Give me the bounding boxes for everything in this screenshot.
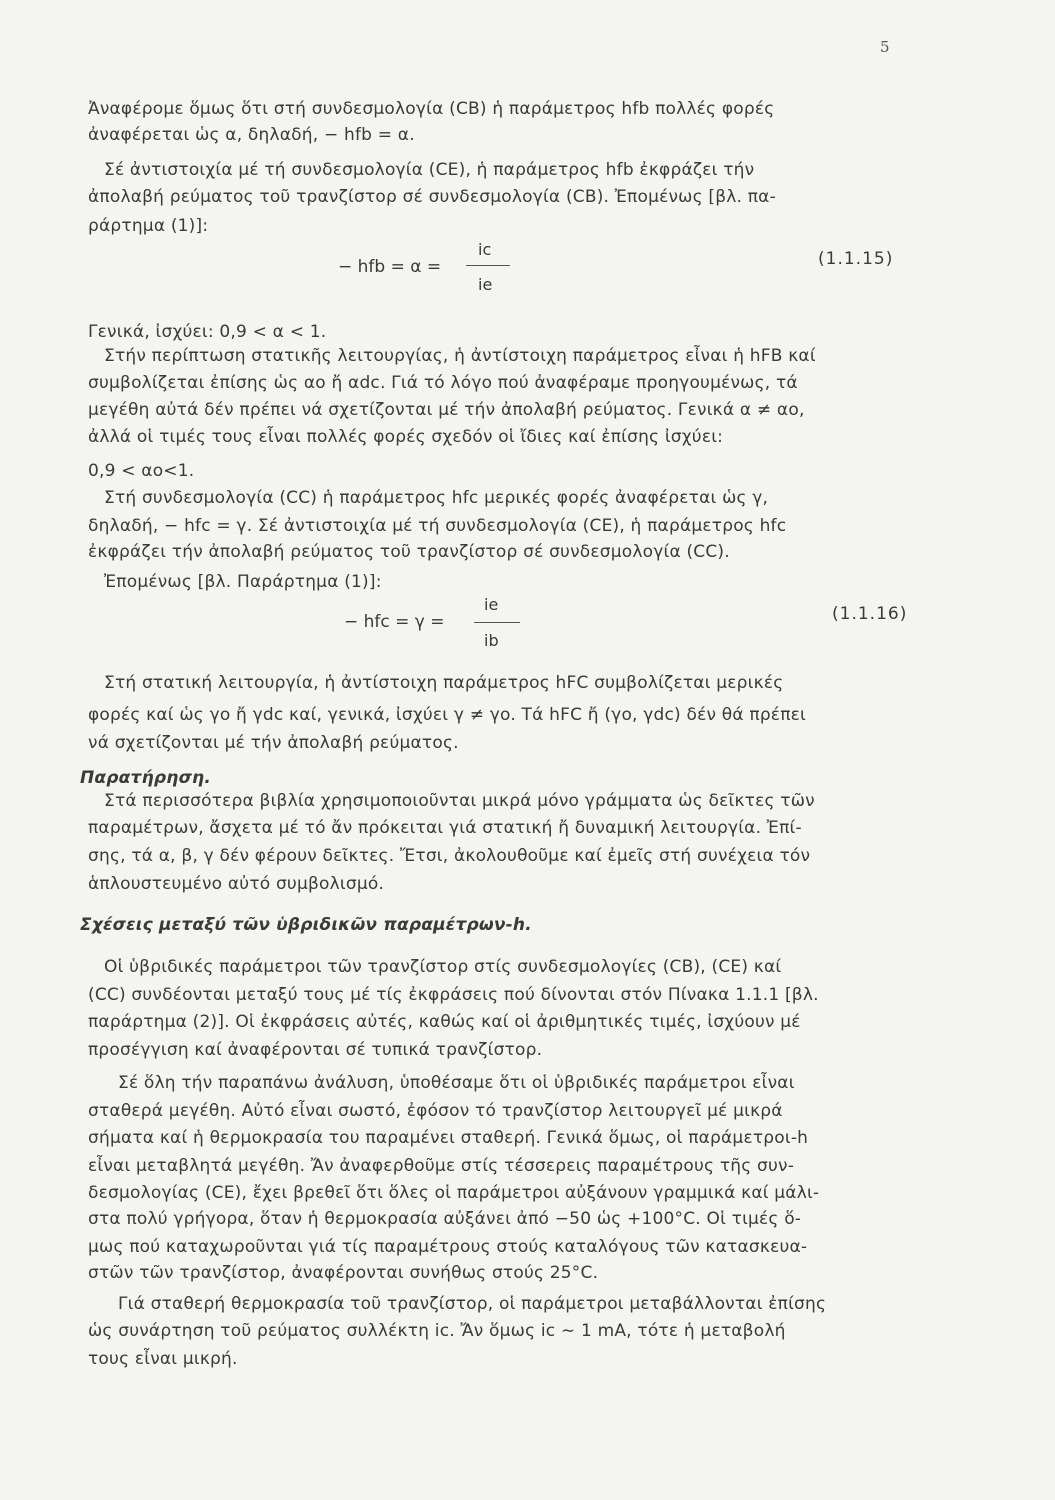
equation-numerator: ie: [484, 595, 499, 614]
text-line: Στήν περίπτωση στατικῆς λειτουργίας, ἡ ἀντίστοιχη παράμετρος εἶναι ἡ hFB καί: [104, 346, 816, 366]
text-line: συμβολίζεται ἐπίσης ὡς αo ἤ αdc. Γιά τό λόγο πού ἀναφέραμε προηγουμένως, τά: [88, 373, 798, 393]
text-line: Σέ ἀντιστοιχία μέ τή συνδεσμολογία (CE), ἡ παράμετρος hfb ἐκφράζει τήν: [104, 160, 755, 180]
text-line: εἶναι μεταβλητά μεγέθη. Ἄν ἀναφερθοῦμε στίς τέσσερεις παραμέτρους τῆς συν-: [88, 1156, 795, 1176]
text-line: παραμέτρων, ἄσχετα μέ τό ἄν πρόκειται γιά στατική ἤ δυναμική λειτουργία. Ἐπί-: [88, 818, 802, 838]
equation-numerator: ic: [478, 240, 492, 259]
page-number: 5: [880, 38, 890, 56]
text-line: 0,9 < αo<1.: [88, 461, 195, 481]
text-line: σήματα καί ἡ θερμοκρασία του παραμένει σταθερή. Γενικά ὅμως, οἱ παράμετροι-h: [88, 1128, 809, 1148]
text-line: Γενικά, ἰσχύει: 0,9 < α < 1.: [88, 322, 327, 342]
text-line: δηλαδή, − hfc = γ. Σέ ἀντιστοιχία μέ τή συνδεσμολογία (CE), ἡ παράμετρος hfc: [88, 516, 787, 536]
text-line: ἀλλά οἱ τιμές τους εἶναι πολλές φορές σχεδόν οἱ ἴδιες καί ἐπίσης ἰσχύει:: [88, 427, 724, 447]
text-line: ἀναφέρεται ὡς α, δηλαδή, − hfb = α.: [88, 125, 415, 145]
equation-number: (1.1.15): [818, 249, 894, 269]
text-line: ράρτημα (1)]:: [88, 216, 209, 236]
text-line: σταθερά μεγέθη. Αὐτό εἶναι σωστό, ἐφόσον τό τρανζίστορ λειτουργεῖ μέ μικρά: [88, 1101, 783, 1121]
equation-denominator: ie: [478, 275, 493, 294]
text-line: φορές καί ὡς γo ἤ γdc καί, γενικά, ἰσχύει γ ≠ γo. Τά hFC ἤ (γo, γdc) δέν θά πρέπει: [88, 705, 806, 725]
text-line: νά σχετίζονται μέ τήν ἀπολαβή ρεύματος.: [88, 733, 459, 753]
text-line: Στά περισσότερα βιβλία χρησιμοποιοῦνται μικρά μόνο γράμματα ὡς δεῖκτες τῶν: [104, 791, 815, 811]
text-line: δεσμολογίας (CE), ἔχει βρεθεῖ ὅτι ὅλες οἱ παράμετροι αὐξάνουν γραμμικά καί μάλι-: [88, 1183, 820, 1203]
text-line: τους εἶναι μικρή.: [88, 1349, 238, 1369]
text-line: προσέγγιση καί ἀναφέρονται σέ τυπικά τρανζίστορ.: [88, 1040, 543, 1060]
text-line: ἁπλουστευμένο αὐτό συμβολισμό.: [88, 874, 385, 894]
text-line: στα πολύ γρήγορα, ὅταν ἡ θερμοκρασία αὐξάνει ἀπό −50 ὡς +100°C. Οἱ τιμές ὅ-: [88, 1209, 802, 1229]
text-line: (CC) συνδέονται μεταξύ τους μέ τίς ἐκφράσεις πού δίνονται στόν Πίνακα 1.1.1 [βλ.: [88, 985, 819, 1005]
equation-lhs: − hfb = α =: [338, 257, 442, 277]
equation-denominator: ib: [484, 631, 499, 650]
text-line: Στή συνδεσμολογία (CC) ἡ παράμετρος hfc μερικές φορές ἀναφέρεται ὡς γ,: [104, 488, 769, 508]
equation-number: (1.1.16): [832, 604, 908, 624]
text-line: ἀπολαβή ρεύματος τοῦ τρανζίστορ σέ συνδεσμολογία (CB). Ἐπομένως [βλ. πα-: [88, 187, 776, 207]
text-line: Ἀναφέρομε ὅμως ὅτι στή συνδεσμολογία (CB) ἡ παράμετρος hfb πολλές φορές: [88, 99, 775, 119]
text-line: ὡς συνάρτηση τοῦ ρεύματος συλλέκτη ic. Ἄν ὅμως ic ∼ 1 mA, τότε ἡ μεταβολή: [88, 1321, 786, 1341]
text-line: ἐκφράζει τήν ἀπολαβή ρεύματος τοῦ τρανζίστορ σέ συνδεσμολογία (CC).: [88, 542, 730, 562]
text-line: Σέ ὅλη τήν παραπάνω ἀνάλυση, ὑποθέσαμε ὅτι οἱ ὑβριδικές παράμετροι εἶναι: [118, 1073, 795, 1093]
fraction-bar: [474, 622, 520, 623]
text-line: Οἱ ὑβριδικές παράμετροι τῶν τρανζίστορ στίς συνδεσμολογίες (CB), (CE) καί: [104, 957, 782, 977]
text-line: μως πού καταχωροῦνται γιά τίς παραμέτρους στούς καταλόγους τῶν κατασκευα-: [88, 1237, 808, 1257]
text-line: Γιά σταθερή θερμοκρασία τοῦ τρανζίστορ, οἱ παράμετροι μεταβάλλονται ἐπίσης: [118, 1294, 827, 1314]
text-line: Ἐπομένως [βλ. Παράρτημα (1)]:: [104, 572, 382, 592]
text-line: στῶν τῶν τρανζίστορ, ἀναφέρονται συνήθως στούς 25°C.: [88, 1263, 599, 1283]
text-line: σης, τά α, β, γ δέν φέρουν δεῖκτες. Ἔτσι, ἀκολουθοῦμε καί ἐμεῖς στή συνέχεια τόν: [88, 846, 811, 866]
section-heading: Παρατήρηση.: [80, 768, 211, 788]
equation-lhs: − hfc = γ =: [344, 612, 445, 632]
fraction-bar: [466, 265, 510, 266]
text-line: Στή στατική λειτουργία, ἡ ἀντίστοιχη παράμετρος hFC συμβολίζεται μερικές: [104, 673, 784, 693]
text-line: παράρτημα (2)]. Οἱ ἐκφράσεις αὐτές, καθώς καί οἱ ἀριθμητικές τιμές, ἰσχύουν μέ: [88, 1012, 801, 1032]
text-line: μεγέθη αὐτά δέν πρέπει νά σχετίζονται μέ τήν ἀπολαβή ρεύματος. Γενικά α ≠ αo,: [88, 400, 805, 420]
section-heading: Σχέσεις μεταξύ τῶν ὑβριδικῶν παραμέτρων-h.: [80, 915, 532, 935]
